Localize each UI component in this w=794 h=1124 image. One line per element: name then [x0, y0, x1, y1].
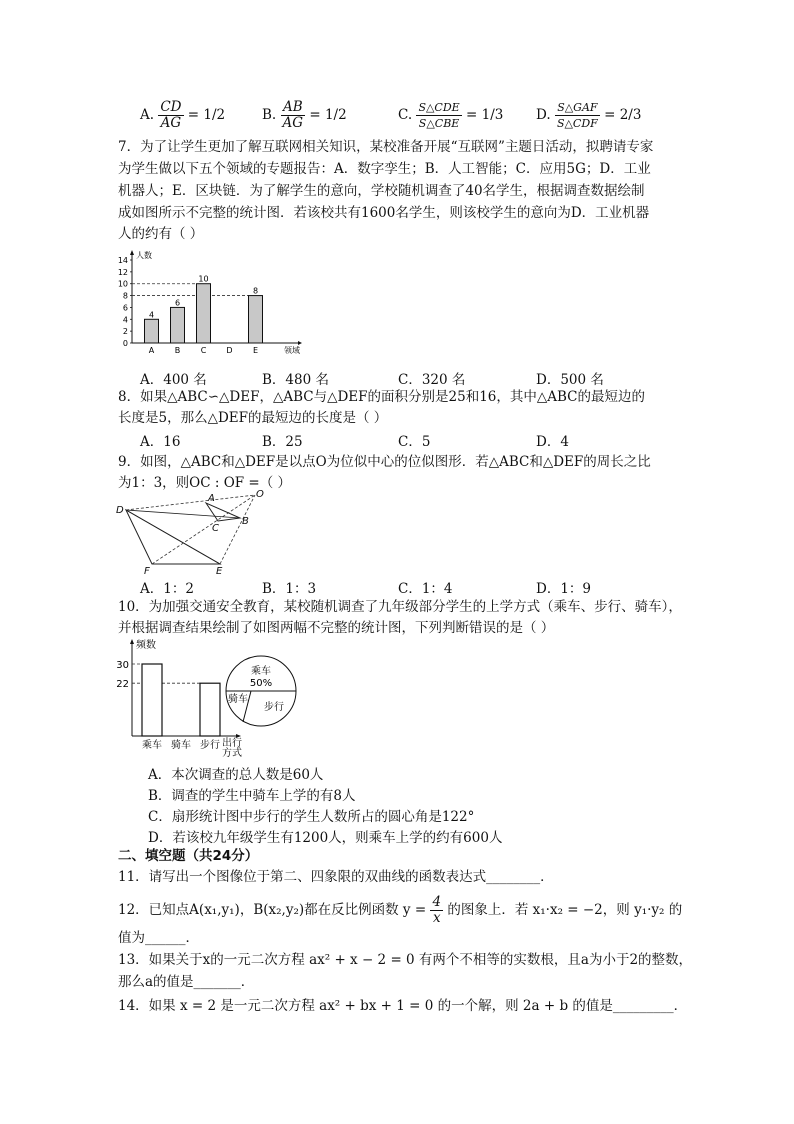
q7-option-d: D．500 名	[536, 372, 604, 388]
q6-c-rhs: 1/3	[481, 107, 504, 123]
q7-line-1: 7．为了让学生更加了解互联网相关知识，某校准备开展“互联网”主题日活动，拟聘请专家	[118, 139, 654, 155]
y-tick-label: 12	[117, 267, 128, 277]
q6-d-rhs: 2/3	[619, 107, 642, 123]
q7-line-3: 机器人；E．区块链．为了解学生的意向，学校随机调查了40名学生，根据调查数据绘制	[118, 183, 645, 199]
q10-option-a: A．本次调查的总人数是60人	[148, 767, 324, 783]
q13-line-2: 那么a的值是_______．	[118, 974, 255, 990]
q9-option-b: B．1：3	[262, 581, 317, 597]
q6-b-den: AG	[282, 115, 304, 131]
q6-option-d: D. $\frac{\text{S△GAF}}{\text{S△CDF}}$ = 2/3	[536, 101, 642, 130]
triangle-abc	[206, 503, 240, 521]
x-tick-label-C: C	[200, 346, 207, 355]
q8-line-2: 长度是5，那么△DEF的最短边的长度是（ ）	[118, 410, 388, 426]
y-axis-title: 人数	[136, 251, 152, 260]
point-d-label: D	[116, 505, 124, 516]
point-e-label: E	[216, 566, 223, 577]
x-tick-label-A: A	[148, 346, 155, 355]
q6-b-rhs: 1/2	[324, 107, 347, 123]
y-tick-label-22: 22	[116, 679, 129, 691]
y-tick-label: 2	[122, 327, 128, 337]
q8-option-a: A．16	[140, 434, 181, 450]
y-tick-label: 8	[122, 291, 128, 301]
q12-frac-den: x	[432, 910, 441, 926]
q6-d-den: S△CDF	[556, 117, 598, 130]
x-tick-label-E: E	[252, 346, 259, 355]
q6-d-num: S△GAF	[555, 100, 600, 116]
line-d-e	[126, 510, 220, 564]
q6-option-b: B. $\frac{AB}{AG}$ = 1/2	[262, 99, 347, 131]
q8-line-1: 8．如果△ABC∽△DEF，△ABC与△DEF的面积分别是25和16，其中△ABC的最短边的	[118, 389, 646, 405]
point-f-label: F	[144, 566, 150, 577]
q9-option-d: D．1：9	[536, 581, 592, 597]
q6-a-rhs: 1/2	[203, 107, 226, 123]
bar-value-label-A: 4	[148, 310, 155, 320]
bar-B	[171, 307, 185, 343]
y-tick-label: 10	[117, 279, 128, 289]
pie-label-bus-percent: 50%	[249, 678, 273, 689]
y-tick-label-30: 30	[116, 660, 129, 671]
y-axis-title: 频数	[136, 640, 156, 651]
y-tick-label: 0	[122, 339, 128, 348]
x-tick-label-1: 骑车	[171, 740, 191, 751]
q12-line-1: 12．已知点A(x₁,y₁)，B(x₂,y₂)都在反比例函数 y = $\frac{4}{x}$ 的图象上．若 x₁·x₂ = −2，则 y₁·y₂ 的	[118, 894, 683, 926]
q6-option-a: A. $\frac{CD}{AG}$ = 1/2	[140, 99, 226, 131]
q10-option-c: C．扇形统计图中步行的学生人数所占的圆心角是122°	[148, 809, 475, 825]
x-tick-label-0: 乘车	[142, 740, 162, 751]
point-c-label: C	[212, 523, 219, 534]
q9-line-1: 9．如图，△ABC和△DEF是以点O为位似中心的位似图形．若△ABC和△DEF的周长之比	[118, 454, 651, 470]
q12-line-2: 值为______．	[118, 930, 199, 946]
point-b-label: B	[242, 516, 249, 527]
bar-value-label-C: 10	[198, 274, 209, 284]
q10-pie-chart	[222, 652, 302, 732]
bar-2	[200, 683, 220, 736]
q6-c-num: S△CDE	[418, 101, 460, 114]
section-2-heading: 二、填空题（共24分）	[118, 848, 259, 864]
bar-E	[249, 296, 263, 343]
q12-frac-num: 4	[432, 894, 442, 910]
q8-option-c: C．5	[398, 434, 431, 450]
q14-text: 14．如果 x = 2 是一元二次方程 ax² + bx + 1 = 0 的一个解，则 2a + b 的值是_________．	[118, 998, 688, 1014]
q10-line-1: 10．为加强交通安全教育，某校随机调查了九年级部分学生的上学方式（乘车、步行、骑车），	[118, 599, 682, 615]
bar-C	[197, 284, 211, 343]
x-axis-title-line1: 出行	[222, 738, 242, 749]
q8-option-d: D．4	[536, 434, 569, 450]
point-o-label: O	[256, 489, 264, 500]
x-axis-title-line2: 方式	[222, 748, 242, 758]
q9-line-2: 为1：3，则OC : OF =（ ）	[118, 475, 292, 491]
pie-label-bus: 乘车	[251, 666, 271, 677]
q8-option-b: B．25	[262, 434, 303, 450]
q11-text: 11．请写出一个图像位于第二、四象限的双曲线的函数表达式________．	[118, 869, 554, 885]
q9-option-a: A．1：2	[140, 581, 194, 597]
q10-option-b: B．调查的学生中骑车上学的有8人	[148, 788, 356, 804]
q13-line-1: 13．如果关于x的一元二次方程 ax² + x − 2 = 0 有两个不相等的实数根，且a为小于2的整数，	[118, 952, 693, 968]
x-axis-title: 领域	[284, 346, 300, 355]
q6-c-den: S△CBE	[418, 117, 460, 130]
line-eo	[220, 495, 255, 564]
q7-option-c: C．320 名	[398, 372, 466, 388]
q6-a-den: AG	[160, 115, 182, 131]
point-a-label: A	[208, 493, 215, 504]
q7-option-a: A．400 名	[140, 372, 207, 388]
y-tick-label: 14	[117, 256, 128, 265]
q7-option-b: B．480 名	[262, 372, 329, 388]
bar-0	[142, 664, 162, 736]
q7-bar-chart	[112, 248, 312, 360]
y-tick-label: 4	[122, 315, 128, 325]
q9-option-c: C．1：4	[398, 581, 453, 597]
x-axis-arrow	[298, 341, 302, 345]
q10-option-d: D．若该校九年级学生有1200人，则乘车上学的约有600人	[148, 830, 503, 846]
q7-line-5: 人的约有（ ）	[118, 226, 204, 242]
q6-b-num: AB	[281, 100, 306, 116]
x-tick-label-D: D	[226, 346, 233, 355]
line-d-b	[126, 510, 240, 518]
y-tick-label: 6	[122, 303, 128, 313]
q9-similar-triangles-figure	[112, 488, 282, 578]
y-axis-arrow	[130, 639, 134, 644]
bar-value-label-B: 6	[174, 298, 181, 308]
bar-value-label-E: 8	[252, 286, 259, 296]
pie-label-walk: 步行	[264, 702, 284, 713]
q10-line-2: 并根据调查结果绘制了如图两幅不完整的统计图，下列判断错误的是（ ）	[118, 620, 555, 636]
x-tick-label-B: B	[174, 346, 181, 355]
bar-A	[145, 319, 159, 343]
y-axis-arrow	[130, 250, 134, 255]
x-tick-label-2: 步行	[200, 740, 220, 751]
q6-a-num: CD	[160, 99, 182, 115]
pie-label-bike: 骑车	[228, 694, 248, 705]
q7-line-4: 成如图所示不完整的统计图．若该校共有1600名学生，则该校学生的意向为D．工业机器	[118, 205, 650, 221]
q7-line-2: 为学生做以下五个领域的专题报告：A．数字孪生；B．人工智能；C．应用5G；D．工业	[118, 161, 651, 177]
q6-option-c: C. $\frac{\text{S△CDE}}{\text{S△CBE}}$ = 1/3	[398, 101, 504, 130]
